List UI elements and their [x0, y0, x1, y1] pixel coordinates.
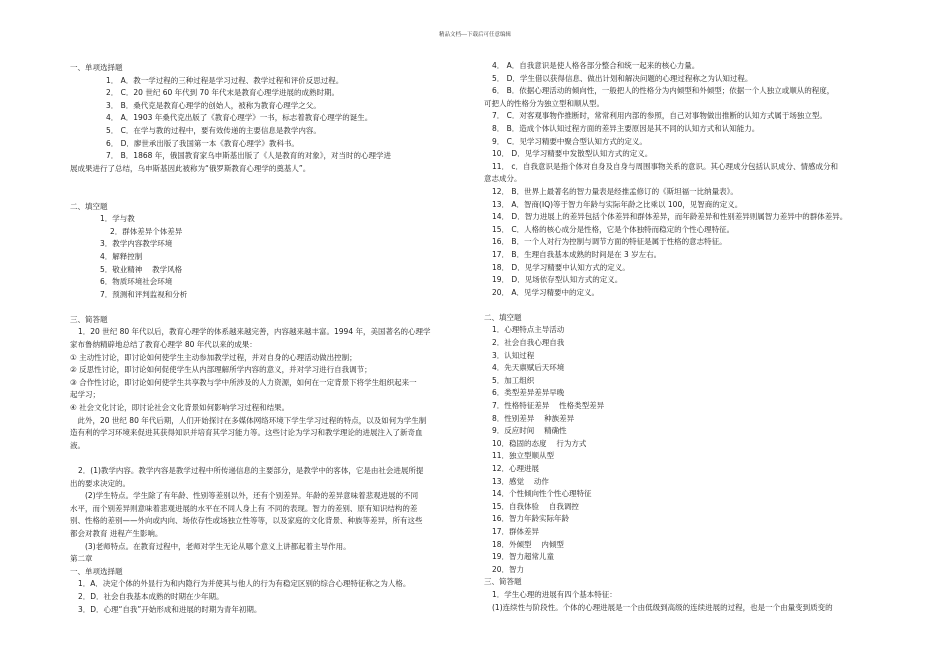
- left-column: [70, 62, 470, 616]
- fill-item: 13．感觉 动作: [492, 476, 549, 486]
- fill-item: 19．智力超常儿童: [492, 552, 555, 562]
- answer-line: ④ 社会文化讨论，即讨论社会文化背景如何影响学习过程和结果。: [70, 403, 290, 413]
- fill-item: 5．敬业精神 教学风格: [100, 264, 183, 274]
- choice-item: 13． A．智商(IQ)等于智力年龄与实际年龄之比乘以 100，见智商的定义。: [492, 199, 743, 209]
- fill-item: 20．智力: [492, 564, 525, 574]
- answer-line: 别、性格的差别——外向或内向、场依存性或场独立性等等，以及家庭的文化背景、种族等差异，所有这些: [70, 516, 423, 526]
- choice-item: 9． C．见学习精要中聚合型认知方式的定义。: [492, 136, 647, 146]
- section-title-short-answer: 三、简答题: [70, 314, 108, 324]
- choice-item: 3．D．心理“自我”开始形成和进展的时期为青年初期。: [78, 604, 262, 614]
- fill-item: 2．社会自我心理自我: [492, 338, 565, 348]
- fill-item: 4．先天禀赋后天环境: [492, 363, 565, 373]
- answer-line: (1)连续性与阶段性。个体的心理进展是一个由低级到高级的连续进展的过程，也是一个由量变到质变的: [492, 602, 833, 612]
- choice-item: 4． A．自我意识是使人格各部分整合和统一起来的核心力量。: [492, 61, 700, 70]
- answer-line: 1．学生心理的进展有四个基本特征：: [492, 589, 617, 599]
- fill-item: 4．解释控制: [100, 251, 143, 261]
- choice-item: 12． B．世界上最著名的智力量表是经推孟修订的《斯坦福一比纳量表》。: [492, 186, 738, 196]
- answer-line: 家布鲁纳精辟地总结了教育心理学 80 年代以来的成果：: [70, 340, 257, 350]
- choice-item: 14． D．智力进展上的差异包括个体差异和群体差异，而年龄差异和性别差异则属智力差异中的群体差异。: [492, 212, 848, 222]
- choice-item: 1．A．决定个体的外显行为和内隐行为并使其与他人的行为有稳定区别的综合心理特征称之为人格。: [78, 579, 411, 589]
- choice-item: 4． A．1903 年桑代克出版了《教育心理学》一书，标志着教育心理学的诞生。: [106, 113, 373, 123]
- section-title-single-choice: 一、单项选择题: [70, 566, 123, 576]
- fill-item: 14．个性倾向性个性心理特征: [492, 489, 592, 499]
- fill-item: 16．智力年龄实际年龄: [492, 514, 570, 524]
- choice-item-continued: 可把人的性格分为独立型和顺从型。: [484, 98, 604, 108]
- answer-line: (2)学生特点。学生除了有年龄、性别等差别以外，还有个别差异。年龄的差异意味着悲观进展的不同: [70, 491, 419, 501]
- choice-item: 2．D．社会自我基本成熟的时期在少年期。: [78, 591, 224, 601]
- fill-item: 3．教学内容教学环境: [100, 239, 173, 249]
- choice-item: 2． C．20 世纪 60 年代到 70 年代末是教育心理学进展的成熟时期。: [106, 88, 339, 98]
- choice-item: 15． C．人格的核心成分是性格，它是个体独特而稳定的个性心理特征。: [492, 224, 735, 234]
- fill-item: 7．性格特征差异 性格类型差异: [492, 401, 605, 411]
- page-header: 精品文档---下载后可任意编辑: [439, 32, 511, 38]
- fill-item: 18．外倾型 内倾型: [492, 539, 564, 549]
- choice-item: 16． B．一个人对行为控制与调节方面的特征是属于性格的意志特征。: [492, 237, 727, 247]
- fill-item: 11．独立型顺从型: [492, 451, 555, 461]
- fill-item: 7．预测和评判监视和分析: [100, 289, 188, 299]
- section-title-fill-blank: 二、填空题: [70, 201, 108, 211]
- choice-item: 8． B．造成个体认知过程方面的差异主要原因是其不同的认知方式和认知能力。: [492, 123, 760, 133]
- chapter-title: 第二章: [70, 554, 93, 564]
- answer-line: 液。: [70, 440, 85, 450]
- answer-line: ③ 合作性讨论，即讨论如何使学生共享教与学中所涉及的人力资源，如何在一定背景下将学生组织起来一: [70, 377, 417, 387]
- fill-item: 6．物质环境社会环境: [100, 277, 173, 287]
- fill-item: 5．加工组织: [492, 375, 535, 385]
- answer-line: 此外，20 世纪 80 年代后期，人们开始探讨在多媒体网络环境下学生学习过程的特点，以及如何为学生制: [70, 415, 427, 425]
- fill-item: 15．自我体验 自我调控: [492, 501, 579, 511]
- section-title-short-answer: 三、简答题: [484, 577, 522, 587]
- answer-line: ② 反思性讨论，即讨论如何促使学生从内部理解所学内容的意义，并对学习进行自我调节；: [70, 365, 372, 375]
- fill-item: 17．群体差异: [492, 526, 540, 536]
- choice-item: 7． C．对客观事物作推断时，常常利用内部的参照，自己对事物做出推断的认知方式属于场独立型。: [492, 111, 827, 121]
- right-column: [484, 60, 884, 614]
- answer-line: 都会对教育 进程产生影响。: [70, 528, 163, 538]
- answer-line: 水平，而个别差异则意味着悲观进展的水平在不同人身上有 不同的表现。智力的差别、原有知识结构的差: [70, 503, 418, 513]
- choice-item: 6． D．廖世承出版了我国第一本《教育心理学》教科书。: [106, 138, 299, 148]
- choice-item: 17． B．生理自我基本成熟的时间是在 3 岁左右。: [492, 249, 662, 259]
- choice-item: 18． D．见学习精要中认知方式的定义。: [492, 262, 630, 272]
- choice-item-continued: 意志成分。: [484, 174, 522, 184]
- choice-item: 11． c．自我意识是指个体对自身及自身与周围事物关系的意识。其心理成分包括认识成分、情感成分和: [492, 161, 839, 171]
- fill-item: 1．心理特点主导活动: [492, 325, 565, 335]
- fill-item: 8．性别差异 种族差异: [492, 413, 575, 423]
- answer-line: (3)老师特点。在教育过程中，老师对学生无论从哪个意义上讲都起着主导作用。: [70, 541, 351, 551]
- fill-item: 6．类型差异差异早晚: [492, 388, 565, 398]
- fill-item: 9．反应时间 精确性: [492, 426, 567, 436]
- fill-item: 12．心理进展: [492, 464, 540, 473]
- section-title-fill-blank: 二、填空题: [484, 312, 522, 322]
- choice-item-continued: 展成果进行了总结，乌申斯基因此被称为“俄罗斯教育心理学的奠基人”。: [70, 163, 311, 173]
- fill-item: 2．群体差异个体差异: [110, 226, 183, 236]
- answer-line: 出的要求决定的。: [70, 478, 130, 488]
- answer-line: 2．(1)教学内容。教学内容是教学过程中所传递信息的主要部分，是教学中的客体，它是由社会进展所提: [78, 466, 424, 475]
- choice-item: 7． B．1868 年，俄国教育家乌申斯基出版了《人是教育的对象》，对当时的心理学进: [106, 151, 392, 161]
- answer-line: 造有利的学习环境来促进其获得知识并培育其学习能力等。这些讨论为学习和教学理论的进展注入了新奇血: [70, 428, 423, 438]
- fill-item: 3．认知过程: [492, 350, 535, 360]
- choice-item: 20． A．见学习精要中的定义。: [492, 287, 600, 297]
- answer-line: 起学习；: [70, 390, 100, 400]
- choice-item: 5． C．在学与教的过程中，要有效传递的主要信息是教学内容。: [106, 125, 321, 135]
- section-title-single-choice: 一、单项选择题: [70, 63, 123, 72]
- choice-item: 19． D．见场依存型认知方式的定义。: [492, 275, 623, 285]
- fill-item: 1．学与教: [100, 214, 135, 224]
- answer-line: ① 主动性讨论，即讨论如何使学生主动参加教学过程，并对自身的心理活动做出控制；: [70, 352, 357, 362]
- choice-item: 10． D．见学习精要中发散型认知方式的定义。: [492, 149, 653, 159]
- fill-item: 10．稳固的态度 行为方式: [492, 438, 587, 448]
- answer-line: 1．20 世纪 80 年代以后，教育心理学的体系越来越完善，内容越来越丰富。1994 年，美国著名的心理学: [78, 327, 431, 337]
- choice-item: 3． B．桑代克是教育心理学的创始人，被称为教育心理学之父。: [106, 100, 321, 110]
- choice-item: 6． B．依据心理活动的倾向性，一般把人的性格分为内倾型和外倾型；依据一个人独立或顺从的程度，: [492, 86, 835, 96]
- choice-item: 1． A．教一学过程的三种过程是学习过程、教学过程和评价反思过程。: [106, 75, 344, 85]
- choice-item: 5． D．学生借以获得信息、做出计划和解决问题的心理过程称之为认知过程。: [492, 73, 753, 83]
